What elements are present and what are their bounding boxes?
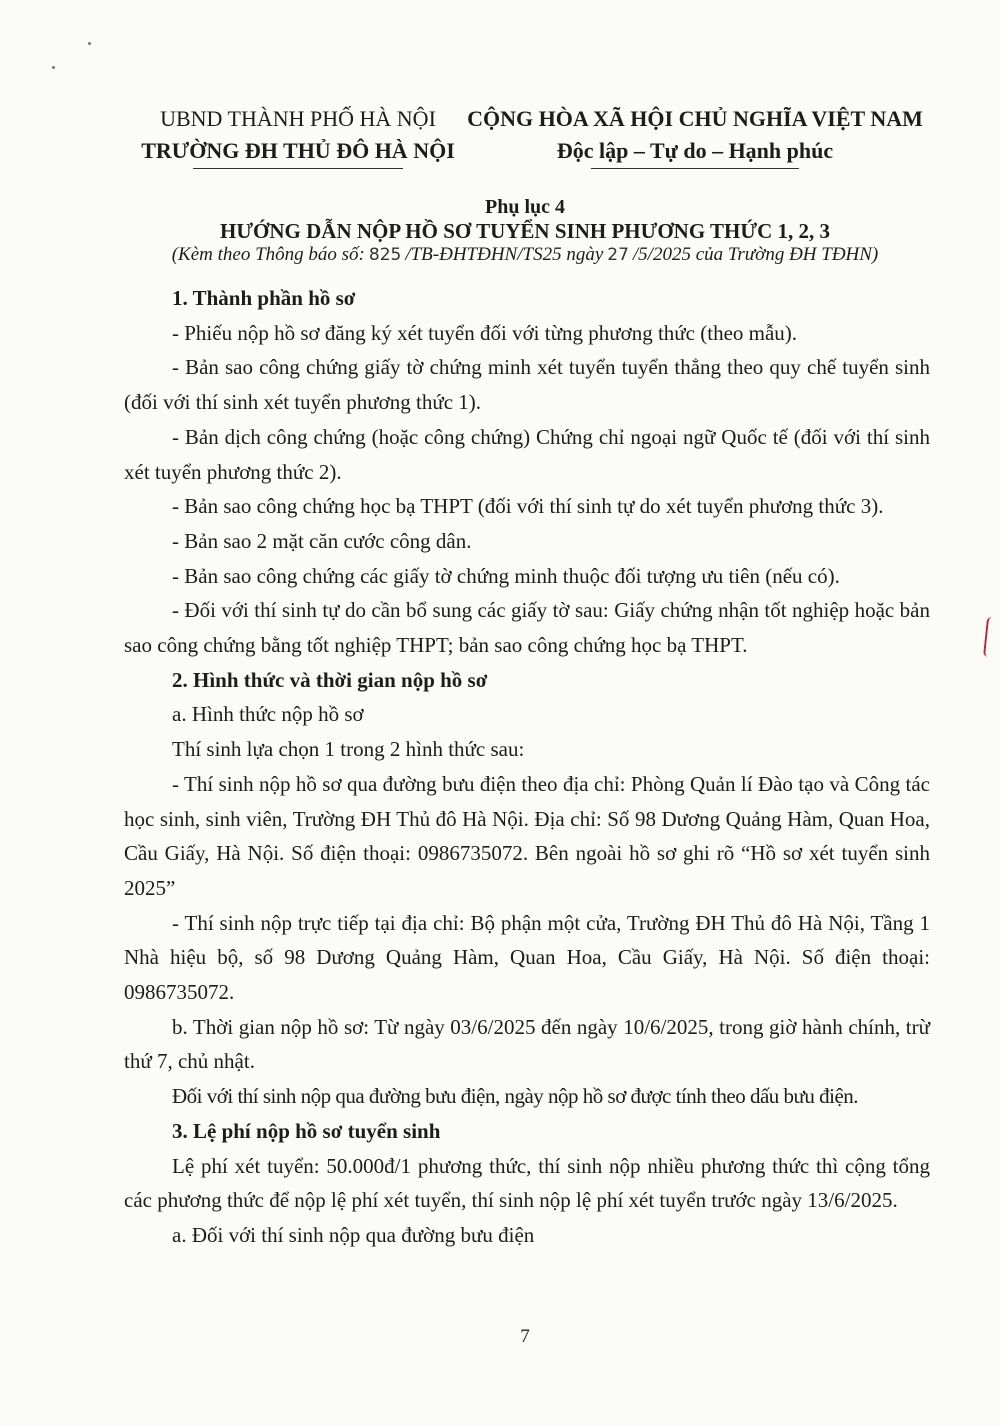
appendix-label: Phụ lục 4 [484,196,566,218]
scan-speck [52,66,55,69]
paragraph: - Thí sinh nộp hồ sơ qua đường bưu điện theo địa chỉ: Phòng Quản lí Đào tạo và Công tác học sinh, sinh viên, Trường ĐH Thủ đô Hà Nội. Địa chỉ: Số 98 Dương Quảng Hàm, Quan Hoa, Cầu Giấy, Hà Nội. Số điện thoại: 0986735072. Bên ngoài hồ sơ ghi rõ “Hồ sơ xét tuyển sinh 2025” [124,771,930,900]
reference-text-3: /5/2025 của Trường ĐH TĐHN) [632,244,879,265]
issuer-underline [193,168,403,169]
paragraph: - Đối với thí sinh tự do cần bổ sung các giấy tờ sau: Giấy chứng nhận tốt nghiệp hoặc bản sao công chứng bằng tốt nghiệp THPT; bản sao công chứng học bạ THPT. [124,598,930,658]
paragraph: - Phiếu nộp hồ sơ đăng ký xét tuyển đối với từng phương thức (theo mẫu). [172,320,798,345]
section-heading-3: 3. Lệ phí nộp hồ sơ tuyển sinh [172,1118,441,1143]
paragraph: a. Đối với thí sinh nộp qua đường bưu điện [172,1222,535,1247]
document-body [124,281,930,1253]
paragraph: Thí sinh lựa chọn 1 trong 2 hình thức sau: [172,737,525,762]
issuer-line-1: UBND THÀNH PHỐ HÀ NỘI [160,106,436,131]
document-title: HƯỚNG DẪN NỘP HỒ SƠ TUYỂN SINH PHƯƠNG THỨC 1, 2, 3 [219,219,830,243]
section-heading-1: 1. Thành phần hồ sơ [172,286,356,310]
reference-text-2: /TB-ĐHTĐHN/TS25 ngày [405,244,604,265]
reference-line [110,244,940,266]
paragraph: Đối với thí sinh nộp qua đường bưu điện, ngày nộp hồ sơ được tính theo dấu bưu điện. [172,1084,859,1109]
paragraph: - Bản dịch công chứng (hoặc công chứng) Chứng chỉ ngoại ngữ Quốc tế (đối với thí sinh xét tuyển phương thức 2). [124,424,930,484]
paragraph: - Bản sao 2 mặt căn cước công dân. [172,528,472,553]
paragraph: b. Thời gian nộp hồ sơ: Từ ngày 03/6/2025 đến ngày 10/6/2025, trong giờ hành chính, trừ thứ 7, chủ nhật. [124,1014,930,1074]
handwritten-number: 825 [368,245,402,265]
motto-underline [591,168,799,169]
national-header [455,103,935,169]
issuer-line-2: TRƯỜNG ĐH THỦ ĐÔ HÀ NỘI [141,138,455,163]
page-number: 7 [520,1326,530,1347]
paragraph: - Bản sao công chứng học bạ THPT (đối với thí sinh tự do xét tuyển phương thức 3). [172,494,884,519]
reference-text-1: (Kèm theo Thông báo số: [171,244,365,265]
issuer-header [118,103,478,169]
national-motto: Độc lập – Tự do – Hạnh phúc [556,138,834,163]
national-title: CỘNG HÒA XÃ HỘI CHỦ NGHĨA VIỆT NAM [467,106,923,131]
paragraph: - Bản sao công chứng giấy tờ chứng minh xét tuyển tuyển thẳng theo quy chế tuyển sinh (đối với thí sinh xét tuyển phương thức 1). [124,355,930,415]
scan-speck [88,42,91,45]
handwritten-day: 27 [607,245,629,265]
margin-pen-mark [983,617,997,658]
paragraph: a. Hình thức nộp hồ sơ [172,702,364,727]
section-heading-2: 2. Hình thức và thời gian nộp hồ sơ [172,667,488,692]
paragraph: - Bản sao công chứng các giấy tờ chứng minh thuộc đối tượng ưu tiên (nếu có). [172,563,840,588]
paragraph: - Thí sinh nộp trực tiếp tại địa chỉ: Bộ phận một cửa, Trường ĐH Thủ đô Hà Nội, Tầng 1 Nhà hiệu bộ, số 98 Dương Quảng Hàm, Quan Hoa, Cầu Giấy, Hà Nội. Số điện thoại: 0986735072. [124,910,930,1005]
paragraph: Lệ phí xét tuyển: 50.000đ/1 phương thức, thí sinh nộp nhiều phương thức thì cộng tổng các phương thức để nộp lệ phí xét tuyển, thí sinh nộp lệ phí xét tuyển trước ngày 13/6/2025. [124,1153,930,1213]
